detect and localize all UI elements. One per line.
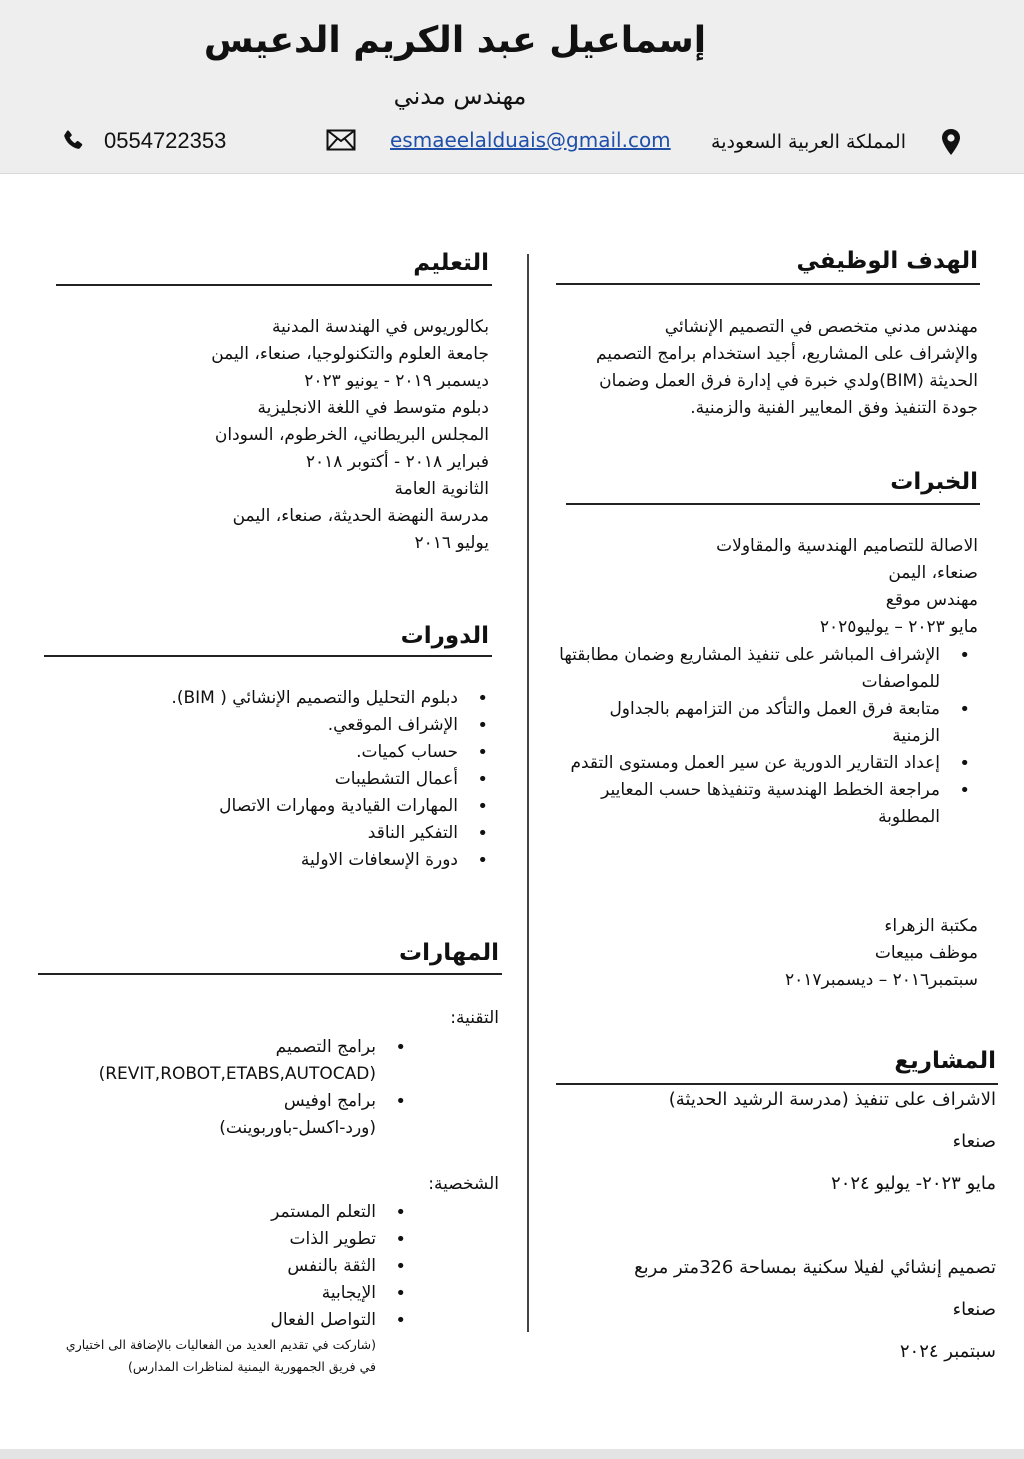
skills-title: المهارات (399, 940, 499, 966)
note-line: في فريق الجمهورية اليمنية لمناظرات المدارس) (128, 1359, 376, 1374)
job-role: موظف مبيعات (874, 943, 978, 963)
note-line: (شاركت في تقديم العديد من الفعاليات بالإضافة الى اختياري (65, 1337, 376, 1352)
company-city: صنعاء، اليمن (888, 563, 978, 583)
education-title: التعليم (413, 250, 489, 276)
list-item: • إعداد التقارير الدورية عن سير العمل ومستوى التقدم (558, 750, 978, 777)
job-dates: مايو ٢٠٢٣ – يوليو٢٠٢٥ (819, 617, 978, 637)
list-item (14, 1088, 414, 1142)
list-item: • أعمال التشطيبات (56, 766, 496, 793)
company-name: مكتبة الزهراء (884, 916, 978, 936)
job-title: مهندس مدني (393, 82, 527, 110)
list-item: • دورة الإسعافات الاولية (56, 847, 496, 874)
objective-text (558, 314, 978, 422)
list-item: • متابعة فرق العمل والتأكد من التزامهم بالجداول الزمنية (558, 696, 978, 750)
location-pin-icon (940, 128, 962, 156)
experience-bullets (558, 642, 978, 831)
skill-detail: (REVIT,ROBOT,ETABS,AUTOCAD) (98, 1064, 376, 1084)
technical-skills (39, 1005, 499, 1032)
projects-underline (556, 1083, 998, 1085)
list-item: • المهارات القيادية ومهارات الاتصال (56, 793, 496, 820)
list-item: • تطوير الذات (14, 1226, 414, 1253)
list-item: • التفكير الناقد (56, 820, 496, 847)
project-dates: مايو ٢٠٢٣- يوليو ٢٠٢٤ (831, 1173, 996, 1194)
education-line: جامعة العلوم والتكنولوجيا، صنعاء، اليمن (211, 344, 489, 364)
objective-line: جودة التنفيذ وفق المعايير الفنية والزمنية. (690, 398, 978, 418)
technical-skills-label: التقنية: (450, 1008, 499, 1028)
courses-underline (44, 655, 492, 657)
skills-underline (38, 973, 502, 975)
objective-line: مهندس مدني متخصص في التصميم الإنشائي (664, 317, 978, 337)
phone-number: 0554722353 (104, 128, 227, 153)
email-contact[interactable] (326, 128, 671, 152)
education-line: مدرسة النهضة الحديثة، صنعاء، اليمن (232, 506, 489, 526)
education-line: الثانوية العامة (394, 479, 489, 499)
location-text: المملكة العربية السعودية (711, 131, 906, 153)
project-name: تصميم إنشائي لفيلا سكنية بمساحة 326متر مربع (634, 1257, 996, 1278)
location-contact (711, 128, 962, 156)
personal-skills (39, 1171, 499, 1198)
list-item: • التواصل الفعال (14, 1307, 414, 1334)
email-link[interactable]: esmaeelalduais@gmail.com (390, 128, 671, 152)
courses-list (56, 685, 496, 874)
objective-line: والإشراف على المشاريع، أجيد استخدام برامج التصميم (595, 344, 978, 364)
education-text (49, 314, 489, 557)
mail-icon (326, 129, 356, 151)
education-line: بكالوريوس في الهندسة المدنية (271, 317, 489, 337)
objective-underline (556, 283, 980, 285)
education-line: المجلس البريطاني، الخرطوم، السودان (214, 425, 489, 445)
list-item: • الإشراف المباشر على تنفيذ المشاريع وضمان مطابقتها للمواصفات (558, 642, 978, 696)
education-underline (56, 284, 492, 286)
list-item: • دبلوم التحليل والتصميم الإنشائي ( BIM). (56, 685, 496, 712)
skill-line: برامج التصميم (275, 1037, 376, 1057)
project-city: صنعاء (952, 1299, 996, 1320)
list-item: • الإيجابية (14, 1280, 414, 1307)
education-line: فبراير ٢٠١٨ - أكتوبر ٢٠١٨ (305, 452, 489, 472)
job-role: مهندس موقع (885, 590, 978, 610)
project-dates: سبتمبر ٢٠٢٤ (899, 1341, 996, 1362)
project-2 (556, 1258, 996, 1362)
list-item: • التعلم المستمر (14, 1199, 414, 1226)
personal-skills-label: الشخصية: (428, 1174, 499, 1194)
phone-contact[interactable] (60, 128, 226, 154)
projects-title: المشاريع (894, 1048, 996, 1074)
project-city: صنعاء (952, 1131, 996, 1152)
education-line: دبلوم متوسط في اللغة الانجليزية (257, 398, 489, 418)
job-dates: سبتمبر٢٠١٦ – ديسمبر٢٠١٧ (784, 970, 978, 990)
experience-underline (566, 503, 980, 505)
applicant-name: إسماعيل عبد الكريم الدعيس (203, 20, 707, 61)
column-divider (527, 254, 529, 1332)
skill-line: برامج اوفيس (283, 1091, 376, 1111)
experience-job-2 (558, 913, 978, 994)
list-item: • حساب كميات. (56, 739, 496, 766)
header-band (0, 0, 1024, 174)
technical-skills-list (14, 1034, 414, 1142)
education-line: يوليو ٢٠١٦ (414, 533, 489, 553)
objective-line: الحديثة (BIM)ولدي خبرة في إدارة فرق العمل وضمان (599, 371, 978, 391)
education-line: ديسمبر ٢٠١٩ - يونيو ٢٠٢٣ (304, 371, 489, 391)
company-name: الاصالة للتصاميم الهندسية والمقاولات (716, 536, 978, 556)
phone-icon (60, 128, 86, 154)
experience-title: الخبرات (890, 469, 978, 495)
project-name: الاشراف على تنفيذ (مدرسة الرشيد الحديثة) (668, 1089, 996, 1110)
experience-job-1 (558, 533, 978, 641)
courses-title: الدورات (400, 623, 489, 649)
skill-detail: (ورد-اكسل-باوربوينت) (219, 1118, 376, 1138)
list-item (14, 1034, 414, 1088)
skills-note (16, 1334, 376, 1378)
project-1 (556, 1090, 996, 1194)
list-item: • الثقة بالنفس (14, 1253, 414, 1280)
list-item: • الإشراف الموقعي. (56, 712, 496, 739)
personal-skills-list (14, 1199, 414, 1334)
list-item: • مراجعة الخطط الهندسية وتنفيذها حسب المعايير المطلوبة (558, 777, 978, 831)
bottom-bar (0, 1449, 1024, 1459)
objective-title: الهدف الوظيفي (796, 248, 978, 274)
